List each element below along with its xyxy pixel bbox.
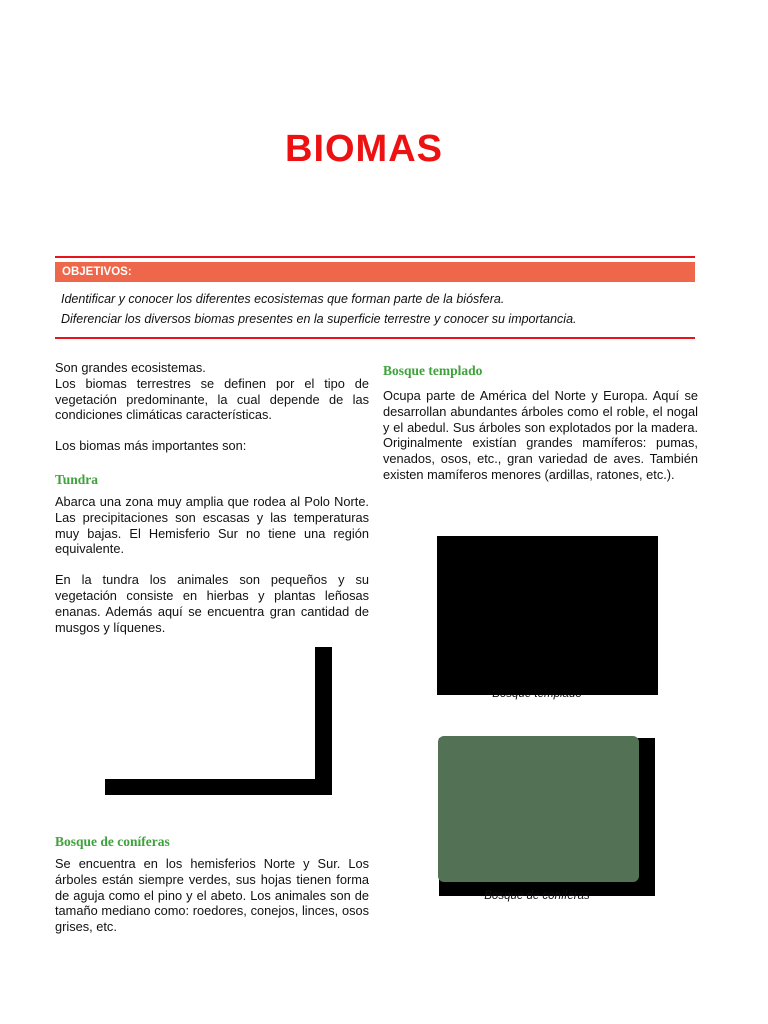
- heading-templado: Bosque templado: [383, 363, 483, 378]
- templado-paragraph-1: Ocupa parte de América del Norte y Europa. Aquí se desarrollan abundantes árboles como el roble, el nogal y el abedul. Sus árboles son explotados por la madera. Originalmente existían grandes mamíferos: pumas, venados, osos, etc., gran variedad de aves. También existen mamíferos menores (ardillas, ratones, etc.).: [383, 388, 698, 482]
- objectives-label: OBJETIVOS:: [55, 262, 695, 282]
- heading-tundra: Tundra: [55, 472, 99, 487]
- coniferas-image: [438, 736, 639, 882]
- objective-item-1: Identificar y conocer los diferentes ecosistemas que forman parte de la biósfera.: [61, 292, 505, 306]
- tundra-paragraph-2: En la tundra los animales son pequeños y su vegetación consiste en hierbas y plantas leñosas enanas. Además aquí se encuentra gran cantidad de musgos y líquenes.: [55, 572, 369, 635]
- coniferas-paragraph-1: Se encuentra en los hemisferios Norte y Sur. Los árboles están siempre verdes, sus hojas tienen forma de aguja como el pino y el abeto. Los animales son de tamaño mediano como: roedores, conejos, linces, osos grises, etc.: [55, 856, 369, 935]
- intro-list-lead: Los biomas más importantes son:: [55, 438, 247, 454]
- intro-sentence: Son grandes ecosistemas.: [55, 360, 206, 375]
- templado-text: [383, 388, 698, 483]
- top-rule: [55, 256, 695, 258]
- heading-coniferas: Bosque de coníferas: [55, 834, 170, 849]
- tundra-text: [55, 494, 369, 635]
- intro-definition: Los biomas terrestres se definen por el tipo de vegetación predominante, la cual depende de las condiciones climáticas características.: [55, 375, 369, 423]
- tundra-image-frame-right: [315, 647, 332, 795]
- templado-image: [437, 536, 658, 695]
- bottom-rule: [55, 337, 695, 339]
- intro-block: [55, 360, 369, 454]
- page-title: BIOMAS: [285, 128, 443, 170]
- coniferas-text: [55, 856, 369, 935]
- tundra-paragraph-1: Abarca una zona muy amplia que rodea al Polo Norte. Las precipitaciones son escasas y las temperaturas muy bajas. El Hemisferio Sur no tiene una región equivalente.: [55, 494, 369, 557]
- tundra-image-frame-bottom: [105, 779, 332, 795]
- caption-coniferas: Bosque de coníferas: [484, 890, 590, 902]
- objective-item-2: Diferenciar los diversos biomas presentes en la superficie terrestre y conocer su importancia.: [61, 312, 577, 326]
